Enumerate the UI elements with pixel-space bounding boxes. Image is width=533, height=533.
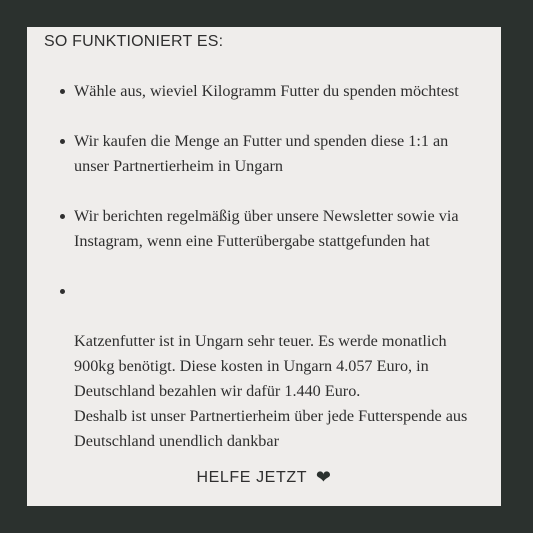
heart-icon: ❤: [315, 467, 332, 487]
info-card: [27, 27, 501, 506]
steps-list: [27, 79, 501, 454]
bullet-icon: [60, 139, 65, 144]
list-item: [27, 279, 501, 454]
help-now-cta[interactable]: [27, 467, 501, 488]
bullet-icon: [60, 214, 65, 219]
list-item-text: Wir kaufen die Menge an Futter und spenden diese 1:1 an unser Partnertierheim in Ungarn: [74, 132, 449, 175]
bullet-icon: [60, 289, 65, 294]
list-item: [27, 79, 501, 104]
list-item: [27, 129, 501, 179]
bullet-icon: [60, 89, 65, 94]
heading: SO FUNKTIONIERT ES:: [44, 33, 224, 50]
cta-label: HELFE JETZT: [196, 469, 307, 486]
list-item-text: Katzenfutter ist in Ungarn sehr teuer. Es werde monatlich 900kg benötigt. Diese kosten in Ungarn 4.057 Euro, in Deutschland bezahlen wir dafür 1.440 Euro. Deshalb ist unser Partnertierheim über jede Futterspende aus Deutschland unendlich dankbar: [74, 332, 468, 450]
list-item-text: Wir berichten regelmäßig über unsere Newsletter sowie via Instagram, wenn eine Futterübergabe stattgefunden hat: [74, 207, 459, 250]
list-item: [27, 204, 501, 254]
list-item-text: Wähle aus, wieviel Kilogramm Futter du spenden möchtest: [74, 82, 459, 100]
